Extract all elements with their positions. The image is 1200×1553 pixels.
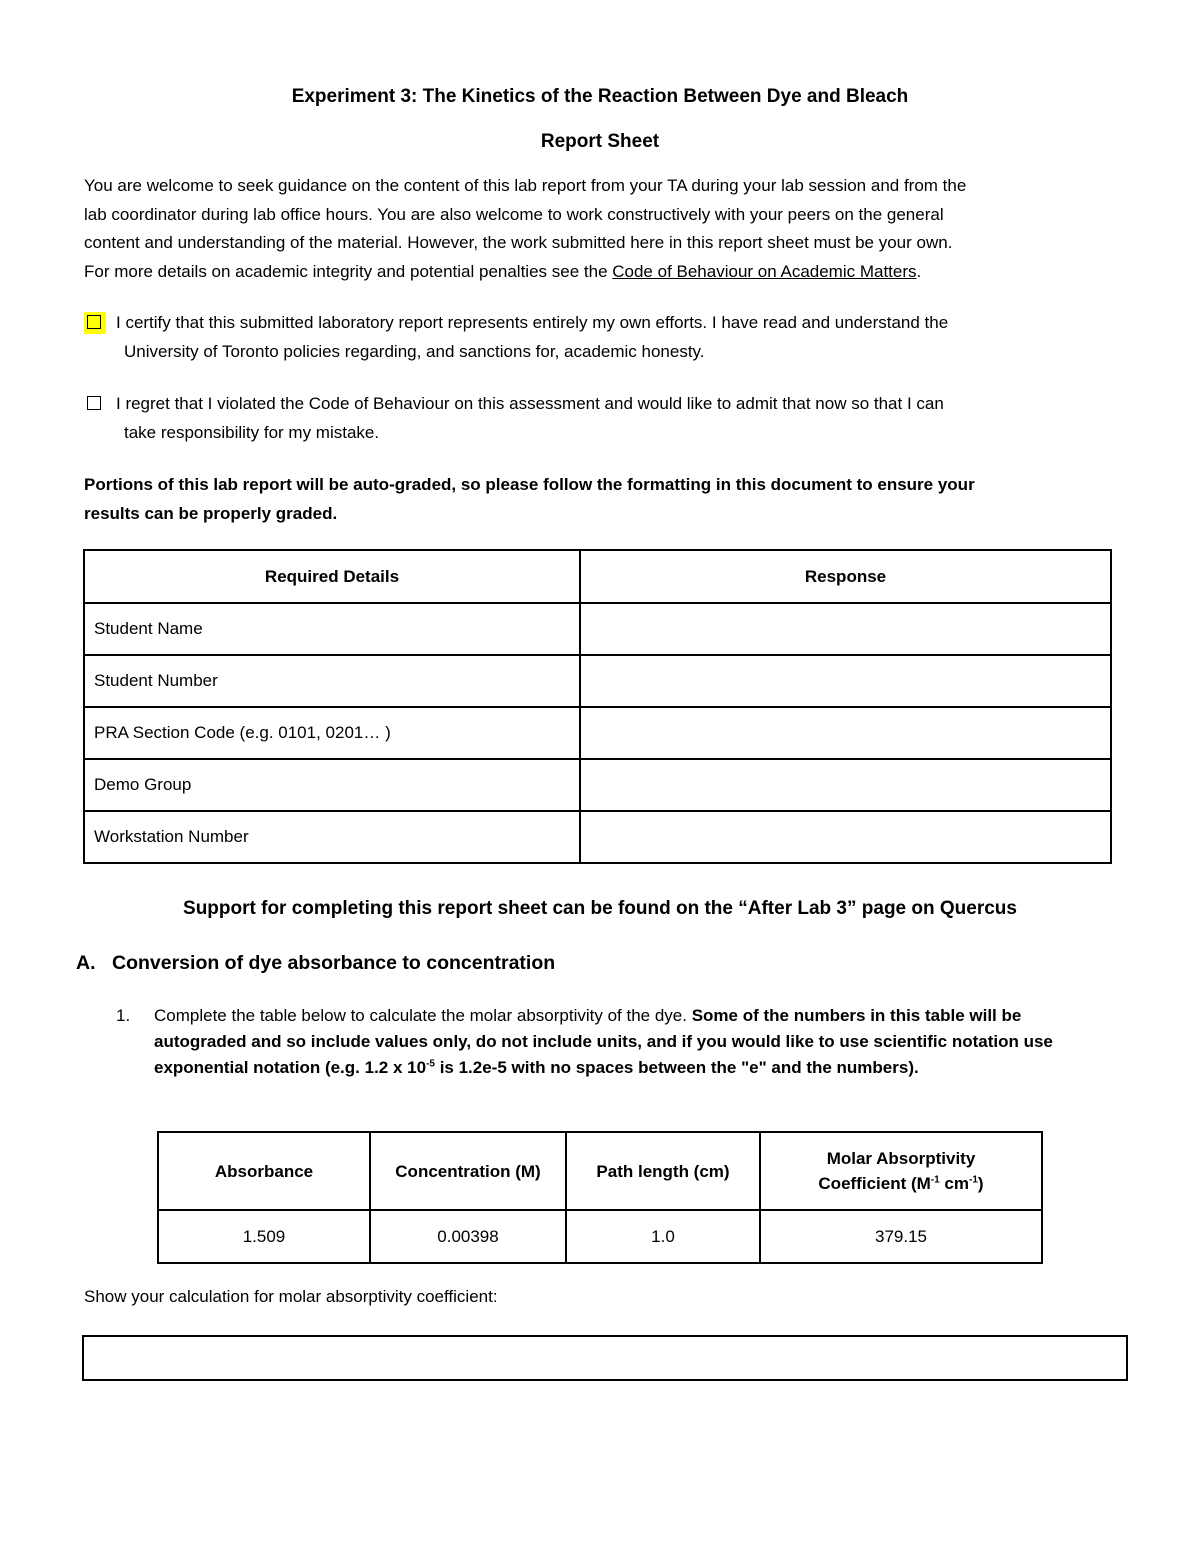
question-text <box>116 1003 1096 1081</box>
checkbox-wrap <box>84 393 106 415</box>
superscript: -1 <box>930 1174 940 1186</box>
table-row <box>84 759 1111 811</box>
admit-text: I regret that I violated the Code of Behaviour on this assessment and would like to admit that now so that I can <box>116 394 944 413</box>
certify-own-work-option <box>84 309 1124 366</box>
intro-text: . <box>916 261 922 281</box>
section-a-heading <box>76 952 555 975</box>
demo-group-response[interactable] <box>580 759 1111 811</box>
admit-text: take responsibility for my mistake. <box>124 422 380 442</box>
table-row <box>84 655 1111 707</box>
header-text: Coefficient (M <box>818 1174 931 1193</box>
column-header <box>760 1132 1042 1210</box>
absorbance-cell[interactable]: 1.509 <box>158 1210 370 1263</box>
column-header: Required Details <box>84 550 580 603</box>
table-row <box>158 1210 1042 1263</box>
section-letter: A. <box>76 952 96 974</box>
question-1 <box>116 1003 1096 1081</box>
support-note: Support for completing this report sheet can be found on the “After Lab 3” page on Quercus <box>183 898 1017 919</box>
intro-paragraph <box>84 172 1124 286</box>
table-row <box>84 811 1111 863</box>
table-header-row <box>158 1132 1042 1210</box>
intro-line <box>84 258 1124 287</box>
student-name-response[interactable] <box>580 603 1111 655</box>
exponent: -5 <box>426 1058 435 1070</box>
admit-violation-option <box>84 390 1124 447</box>
certify-text: I certify that this submitted laboratory report represents entirely my own efforts. I have read and understand the <box>116 313 949 332</box>
certify-text: University of Toronto policies regarding, and sanctions for, academic honesty. <box>124 341 705 361</box>
header-text: ) <box>977 1174 984 1193</box>
column-header: Absorbance <box>158 1132 370 1210</box>
header-text: cm <box>939 1174 969 1193</box>
column-header: Response <box>580 550 1111 603</box>
column-header: Path length (cm) <box>566 1132 760 1210</box>
admit-violation-checkbox[interactable] <box>87 396 101 410</box>
note-line: results can be properly graded. <box>84 504 338 523</box>
intro-line: lab coordinator during lab office hours. You are also welcome to work constructively with your peers on the general <box>84 204 944 224</box>
pra-section-response[interactable] <box>580 707 1111 759</box>
question-text-bold: is 1.2e-5 with no spaces between the "e" and the numbers). <box>434 1058 919 1077</box>
header-line: Molar Absorptivity <box>826 1149 976 1168</box>
detail-label: PRA Section Code (e.g. 0101, 0201… ) <box>84 707 580 759</box>
superscript: -1 <box>969 1174 978 1186</box>
intro-line: content and understanding of the material. However, the work submitted here in this report sheet must be your own. <box>84 233 953 252</box>
section-title: Conversion of dye absorbance to concentration <box>112 952 556 974</box>
certify-checkbox[interactable] <box>87 315 101 329</box>
question-text-normal: Complete the table below to calculate the molar absorptivity of the dye. <box>154 1006 692 1025</box>
auto-grading-note <box>84 470 1104 528</box>
path-length-cell[interactable]: 1.0 <box>566 1210 760 1263</box>
calculation-prompt: Show your calculation for molar absorptivity coefficient: <box>84 1287 498 1306</box>
note-line: Portions of this lab report will be auto-graded, so please follow the formatting in this document to ensure your <box>84 475 975 494</box>
checkbox-highlight <box>84 312 106 334</box>
table-row <box>84 707 1111 759</box>
detail-label: Student Number <box>84 655 580 707</box>
student-number-response[interactable] <box>580 655 1111 707</box>
table-row <box>84 603 1111 655</box>
detail-label: Student Name <box>84 603 580 655</box>
table-header-row <box>84 550 1111 603</box>
concentration-cell[interactable]: 0.00398 <box>370 1210 566 1263</box>
workstation-response[interactable] <box>580 811 1111 863</box>
page-title: Experiment 3: The Kinetics of the Reaction Between Dye and Bleach <box>291 86 909 107</box>
code-of-behaviour-link[interactable]: Code of Behaviour on Academic Matters <box>612 261 917 281</box>
detail-label: Workstation Number <box>84 811 580 863</box>
intro-line: You are welcome to seek guidance on the content of this lab report from your TA during your lab session and from the <box>84 176 967 195</box>
molar-absorptivity-cell[interactable]: 379.15 <box>760 1210 1042 1263</box>
question-number: 1. <box>116 1006 131 1025</box>
calculation-answer-box[interactable] <box>82 1335 1128 1381</box>
molar-absorptivity-table <box>157 1131 1043 1264</box>
header-line <box>762 1171 1040 1196</box>
page-subtitle: Report Sheet <box>540 131 660 152</box>
required-details-table <box>83 549 1112 864</box>
column-header: Concentration (M) <box>370 1132 566 1210</box>
detail-label: Demo Group <box>84 759 580 811</box>
intro-text: For more details on academic integrity and potential penalties see the <box>84 261 613 281</box>
question-text-bold: Some of the numbers in this table will be autograded and so include values only, do not include units, and if you would like to use scientific notation use exponential notation (e.g. 1.2 x 10 <box>154 1006 1053 1077</box>
